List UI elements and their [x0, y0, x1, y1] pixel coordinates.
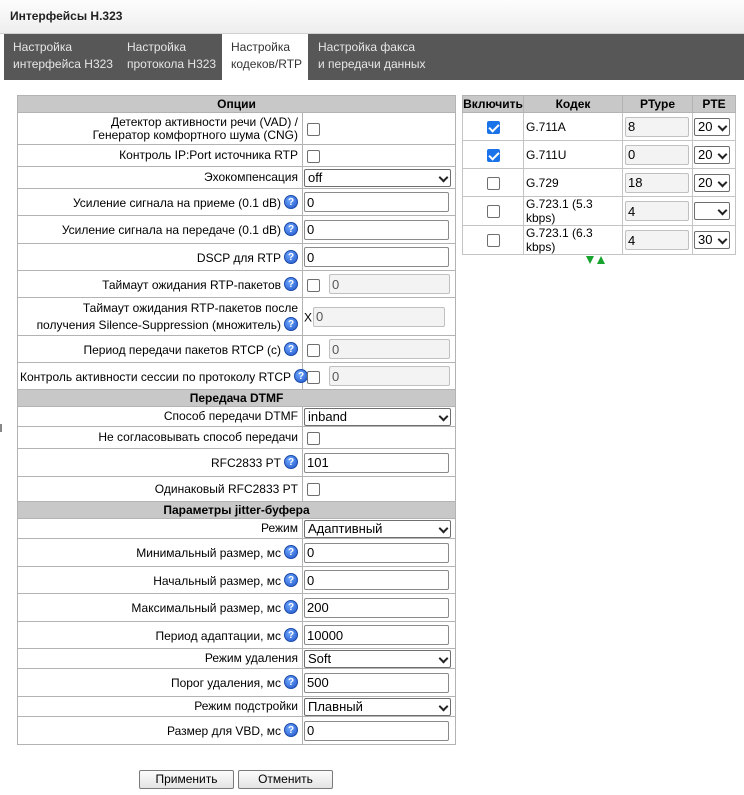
help-icon[interactable]: ? — [284, 600, 298, 614]
codec-name: G.711A — [524, 113, 623, 141]
help-icon[interactable]: ? — [284, 195, 298, 209]
codec-ptype-input[interactable] — [625, 230, 689, 250]
jitter-adapt-input[interactable] — [304, 625, 449, 645]
echo-select[interactable] — [304, 169, 451, 187]
tab-h323-protocol[interactable] — [118, 34, 221, 80]
jitter-min-input[interactable] — [304, 543, 449, 563]
help-icon[interactable]: ? — [284, 250, 298, 264]
arrow-up-icon[interactable] — [597, 256, 605, 264]
col-enable-header: Включить — [463, 97, 523, 111]
no-negotiate-checkbox[interactable] — [307, 432, 320, 445]
codec-pte-value: 20 — [698, 146, 713, 162]
rtcp-control-checkbox[interactable] — [307, 371, 320, 384]
rtp-timeout-checkbox[interactable] — [307, 279, 320, 292]
echo-label: Эхокомпенсация — [18, 167, 303, 189]
row-rx-gain — [18, 189, 456, 216]
tx-gain-label: Усиление сигнала на передаче (0.1 dB) — [61, 223, 281, 237]
rtcp-control-label: Контроль активности сессии по протоколу RTCP — [20, 369, 292, 384]
help-icon[interactable]: ? — [284, 545, 298, 559]
codec-row — [463, 141, 736, 169]
chevron-down-icon — [718, 121, 728, 131]
row-delete-threshold — [18, 669, 456, 697]
row-vad — [18, 113, 456, 145]
tab-label-line2: протокола H323 — [127, 57, 217, 71]
help-icon[interactable]: ? — [284, 222, 298, 236]
codec-ptype-input[interactable] — [625, 173, 689, 193]
tune-mode-value: Плавный — [308, 698, 363, 714]
rtp-timeout-input[interactable] — [329, 274, 450, 294]
row-jitter-mode — [18, 519, 456, 539]
rtcp-control-input[interactable] — [329, 366, 450, 386]
dscp-input[interactable] — [304, 247, 449, 267]
row-delete-mode — [18, 649, 456, 669]
reorder-controls — [586, 253, 608, 267]
row-echo — [18, 167, 456, 189]
rx-gain-input[interactable] — [304, 192, 449, 212]
window-title-bar — [0, 0, 744, 34]
help-icon[interactable]: ? — [284, 628, 298, 642]
jitter-init-label: Начальный размер, мс — [153, 573, 281, 588]
rtcp-period-checkbox[interactable] — [307, 344, 320, 357]
tab-label-line1: Настройка факса — [318, 40, 416, 54]
codec-enable-checkbox[interactable] — [487, 149, 500, 162]
row-vbd-size — [18, 717, 456, 745]
row-rtcp-period — [18, 336, 456, 363]
tx-gain-input[interactable] — [304, 220, 449, 240]
tab-label-line2: интерфейса H323 — [13, 57, 113, 71]
apply-button[interactable]: Применить — [139, 770, 234, 789]
row-jitter-max — [18, 594, 456, 622]
vbd-size-input[interactable] — [304, 721, 449, 741]
tab-label-line1: Настройка — [231, 40, 291, 54]
jitter-max-label: Максимальный размер, мс — [131, 601, 281, 615]
same-rfc-label: Одинаковый RFC2833 PT — [18, 477, 303, 502]
jitter-min-label: Минимальный размер, мс — [136, 546, 281, 560]
row-jitter-adapt — [18, 622, 456, 649]
vad-label-line2: Генератор комфортного шума (CNG) — [92, 127, 298, 142]
codec-pte-select[interactable] — [694, 202, 730, 220]
tab-bar — [4, 34, 744, 80]
dscp-label: DSCP для RTP — [196, 250, 281, 265]
section-header-dtmf: Передача DTMF — [18, 390, 456, 407]
chevron-down-icon — [718, 235, 728, 245]
window-title: Интерфейсы H.323 — [10, 9, 123, 23]
rx-gain-label: Усиление сигнала на приеме (0.1 dB) — [72, 195, 281, 210]
arrow-down-icon[interactable] — [586, 256, 594, 264]
codec-ptype-input[interactable] — [625, 145, 689, 165]
tab-label-line1: Настройка — [13, 40, 73, 54]
no-negotiate-label: Не согласовывать способ передачи — [18, 427, 303, 449]
codec-pte-select[interactable] — [694, 146, 730, 164]
tab-label-line2: и передачи данных — [318, 57, 426, 71]
vad-label-line1: Детектор активности речи (VAD) / — [110, 114, 298, 129]
help-icon[interactable]: ? — [284, 675, 298, 689]
rtp-timeout-label: Таймаут ожидания RTP-пакетов — [102, 277, 281, 292]
jitter-mode-select[interactable] — [304, 520, 451, 538]
ss-timeout-label-line1: Таймаут ожидания RTP-пакетов после — [82, 300, 298, 315]
delete-threshold-input[interactable] — [304, 673, 449, 693]
row-rtcp-control — [18, 363, 456, 390]
tune-mode-label: Режим подстройки — [18, 697, 303, 717]
echo-select-value: off — [308, 169, 323, 185]
codec-pte-select[interactable] — [694, 174, 730, 192]
jitter-mode-label: Режим — [18, 519, 303, 539]
codec-ptype-input[interactable] — [625, 201, 689, 221]
chevron-down-icon — [439, 172, 449, 182]
chevron-down-icon — [718, 177, 728, 187]
help-icon[interactable]: ? — [284, 455, 298, 469]
rtcp-period-input[interactable] — [329, 339, 450, 359]
codecs-table — [462, 95, 736, 255]
chevron-down-icon — [439, 653, 449, 663]
codec-name: G.723.1 (6.3 kbps) — [524, 226, 623, 255]
jitter-init-input[interactable] — [304, 570, 449, 590]
codec-enable-checkbox[interactable] — [487, 234, 500, 247]
row-same-rfc — [18, 477, 456, 502]
vad-checkbox[interactable] — [307, 123, 320, 136]
delete-mode-select[interactable] — [304, 650, 451, 668]
jitter-mode-value: Адаптивный — [308, 520, 383, 536]
codec-name: G.729 — [524, 169, 623, 197]
help-icon[interactable]: ? — [284, 723, 298, 737]
row-tx-gain — [18, 216, 456, 244]
codec-pte-value: 20 — [698, 118, 713, 134]
jitter-max-input[interactable] — [304, 598, 449, 618]
codec-row — [463, 113, 736, 141]
row-jitter-init — [18, 567, 456, 594]
rtcp-period-label: Период передачи пакетов RTCP (с) — [83, 342, 281, 357]
cancel-button[interactable]: Отменить — [238, 770, 333, 789]
row-rtp-timeout — [18, 271, 456, 298]
dtmf-method-select[interactable] — [304, 408, 451, 426]
dtmf-method-label: Способ передачи DTMF — [18, 407, 303, 427]
codec-pte-value: 30 — [698, 232, 713, 247]
ss-timeout-input[interactable] — [313, 307, 445, 327]
ss-timeout-label-line2: получения Silence-Suppression (множитель) — [36, 317, 281, 332]
help-icon[interactable]: ? — [284, 277, 298, 291]
col-ptype-header: PType — [623, 96, 693, 113]
chevron-down-icon — [439, 523, 449, 533]
delete-mode-label: Режим удаления — [18, 649, 303, 669]
row-tune-mode — [18, 697, 456, 717]
chevron-down-icon — [718, 149, 728, 159]
help-icon[interactable]: ? — [294, 369, 308, 383]
codec-ptype-input[interactable] — [625, 117, 689, 137]
chevron-down-icon — [718, 206, 728, 216]
chevron-down-icon — [439, 701, 449, 711]
delete-threshold-label: Порог удаления, мс — [170, 676, 281, 690]
rfc2833-input[interactable] — [304, 453, 449, 473]
same-rfc-checkbox[interactable] — [307, 483, 320, 496]
codec-row — [463, 169, 736, 197]
row-no-negotiate — [18, 427, 456, 449]
tab-codecs-rtp[interactable] — [222, 34, 308, 80]
tab-label-line2: кодеков/RTP — [231, 57, 303, 71]
row-ipport — [18, 145, 456, 167]
rfc2833-label: RFC2833 PT — [210, 456, 281, 470]
ipport-checkbox[interactable] — [307, 150, 320, 163]
help-icon[interactable]: ? — [284, 317, 298, 331]
vad-label — [18, 113, 303, 145]
codec-pte-value: 20 — [698, 174, 713, 190]
tab-h323-interface[interactable] — [4, 34, 117, 80]
codec-row — [463, 197, 736, 226]
tab-label-line1: Настройка — [127, 40, 187, 54]
options-table — [17, 95, 456, 745]
col-pte-header: PTE — [693, 96, 736, 113]
row-dscp — [18, 244, 456, 271]
scroll-edge-marker — [0, 424, 2, 432]
delete-mode-value: Soft — [308, 650, 332, 666]
vbd-size-label: Размер для VBD, мс — [166, 724, 281, 738]
codec-row — [463, 226, 736, 255]
codec-enable-checkbox[interactable] — [487, 121, 500, 134]
ipport-label: Контроль IP:Port источника RTP — [18, 145, 303, 167]
row-dtmf-method — [18, 407, 456, 427]
help-icon[interactable]: ? — [284, 342, 298, 356]
codec-pte-select[interactable] — [694, 231, 730, 249]
codec-enable-checkbox[interactable] — [487, 205, 500, 218]
jitter-adapt-label: Период адаптации, мс — [155, 628, 281, 643]
chevron-down-icon — [439, 411, 449, 421]
section-header-options: Опции — [18, 96, 456, 113]
col-codec-header: Кодек — [524, 96, 623, 113]
codec-enable-checkbox[interactable] — [487, 177, 500, 190]
help-icon[interactable]: ? — [284, 573, 298, 587]
tune-mode-select[interactable] — [304, 698, 451, 716]
codec-name: G.723.1 (5.3 kbps) — [524, 197, 623, 226]
row-jitter-min — [18, 539, 456, 567]
row-rfc2833 — [18, 449, 456, 477]
codec-pte-select[interactable] — [694, 118, 730, 136]
codec-name: G.711U — [524, 141, 623, 169]
tab-fax-data[interactable] — [309, 34, 439, 80]
section-header-jitter: Параметры jitter-буфера — [18, 502, 456, 519]
row-ss-timeout — [18, 298, 456, 336]
dtmf-method-value: inband — [308, 408, 348, 424]
ss-multiplier-prefix: X — [304, 310, 313, 324]
